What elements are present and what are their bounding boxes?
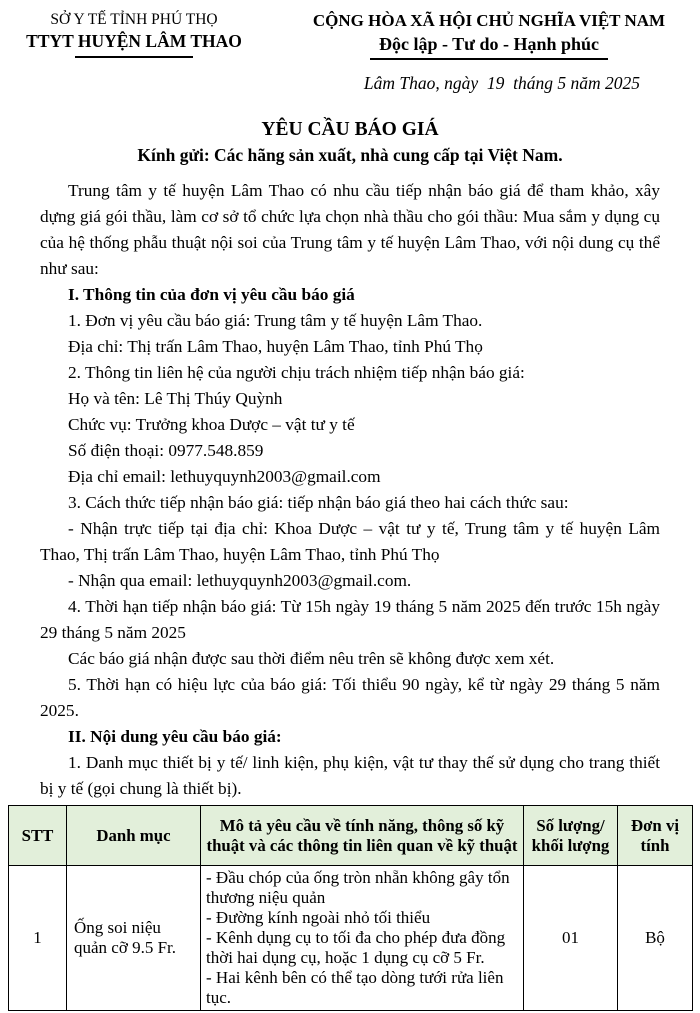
item-1-requesting-unit: 1. Đơn vị yêu cầu báo giá: Trung tâm y tế huyện Lâm Thao.: [68, 311, 483, 330]
table-header-row: [9, 806, 693, 866]
unit-address-line: Địa chỉ: Thị trấn Lâm Thao, huyện Lâm Thao, tỉnh Phú Thọ: [68, 337, 483, 356]
item-2-contact-heading: 2. Thông tin liên hệ của người chịu trách nhiệm tiếp nhận báo giá:: [68, 363, 525, 382]
reception-email-line: - Nhận qua email: lethuyquynh2003@gmail.com.: [68, 571, 412, 590]
equipment-list-intro: 1. Danh mục thiết bị y tế/ linh kiện, phụ kiện, vật tư thay thế sử dụng cho trang thiết bị y tế (gọi chung là thiết bị).: [40, 753, 660, 798]
table-header-description: Mô tả yêu cầu về tính năng, thông số kỹ thuật và các thông tin liên quan về kỹ thuật: [201, 806, 524, 866]
cell-unit: Bộ: [618, 866, 693, 1011]
item-4-deadline-line: 4. Thời hạn tiếp nhận báo giá: Từ 15h ngày 19 tháng 5 năm 2025 đến trước 15h ngày 29 tháng 5 năm 2025: [40, 597, 660, 642]
org-parent-name: SỞ Y TẾ TỈNH PHÚ THỌ: [50, 11, 218, 28]
section-ii-heading: II. Nội dung yêu cầu báo giá:: [68, 727, 282, 746]
cell-stt: 1: [9, 866, 67, 1011]
item-3-reception-methods: 3. Cách thức tiếp nhận báo giá: tiếp nhận báo giá theo hai cách thức sau:: [68, 493, 569, 512]
national-motto: Độc lập - Tư do - Hạnh phúc: [378, 34, 600, 54]
motto-underline-rule: [370, 58, 608, 60]
national-title: CỘNG HÒA XÃ HỘI CHỦ NGHĨA VIỆT NAM: [312, 11, 666, 30]
description-line: - Hai kênh bên có thể tạo dòng tưới rửa liên tục.: [206, 968, 504, 1007]
items-table: [8, 805, 693, 1011]
table-header-unit: Đơn vị tính: [618, 806, 693, 866]
document-title: YÊU CẦU BÁO GIÁ: [261, 119, 439, 140]
date-row: [8, 73, 692, 94]
table-row: [9, 866, 693, 1011]
cell-item-name: Ống soi niệu quản cỡ 9.5 Fr.: [67, 866, 201, 1011]
table-header-stt: STT: [9, 806, 67, 866]
contact-position-line: Chức vụ: Trưởng khoa Dược – vật tư y tế: [68, 415, 355, 434]
table-header-category: Danh mục: [67, 806, 201, 866]
late-quote-note: Các báo giá nhận được sau thời điểm nêu trên sẽ không được xem xét.: [68, 649, 555, 668]
document-salutation: Kính gửi: Các hãng sản xuất, nhà cung cấp tại Việt Nam.: [137, 145, 563, 165]
date-line: Lâm Thao, ngày 19 tháng 5 năm 2025: [363, 73, 640, 93]
section-i-heading: I. Thông tin của đơn vị yêu cầu báo giá: [68, 285, 355, 304]
reception-direct-line: - Nhận trực tiếp tại địa chỉ: Khoa Dược – vật tư y tế, Trung tâm y tế huyện Lâm Thao, Thị trấn Lâm Thao, huyện Lâm Thao, tỉnh Phú Thọ: [40, 519, 660, 564]
contact-name-line: Họ và tên: Lê Thị Thúy Quỳnh: [68, 389, 283, 408]
description-line: - Đầu chóp của ống tròn nhẵn không gây tổn thương niệu quản: [206, 868, 510, 907]
cell-quantity: 01: [524, 866, 618, 1011]
table-header-quantity: Số lượng/ khối lượng: [524, 806, 618, 866]
intro-paragraph: Trung tâm y tế huyện Lâm Thao có nhu cầu tiếp nhận báo giá để tham khảo, xây dựng giá gói thầu, làm cơ sở tổ chức lựa chọn nhà thầu cho gói thầu: Mua sắm y dụng cụ của hệ thống phẫu thuật nội soi của Trung tâm y tế huyện Lâm Thao, với nội dung cụ thể như sau:: [40, 181, 660, 278]
description-line: - Đường kính ngoài nhỏ tối thiểu: [206, 908, 431, 927]
org-name: TTYT HUYỆN LÂM THAO: [26, 31, 242, 51]
document-header: [8, 8, 692, 60]
contact-phone-line: Số điện thoại: 0977.548.859: [68, 441, 264, 460]
cell-description: [201, 866, 524, 1011]
item-5-validity-line: 5. Thời hạn có hiệu lực của báo giá: Tối thiểu 90 ngày, kể từ ngày 29 tháng 5 năm 2025.: [40, 675, 660, 720]
description-line: - Kênh dụng cụ to tối đa cho phép đưa đồng thời hai dụng cụ, hoặc 1 dụng cụ cỡ 5 Fr.: [206, 928, 506, 967]
national-header-block: [286, 8, 692, 60]
issuing-org-block: [8, 8, 260, 58]
document-body: [8, 178, 692, 802]
contact-email-line: Địa chỉ email: lethuyquynh2003@gmail.com: [68, 467, 381, 486]
org-underline-rule: [75, 56, 193, 58]
